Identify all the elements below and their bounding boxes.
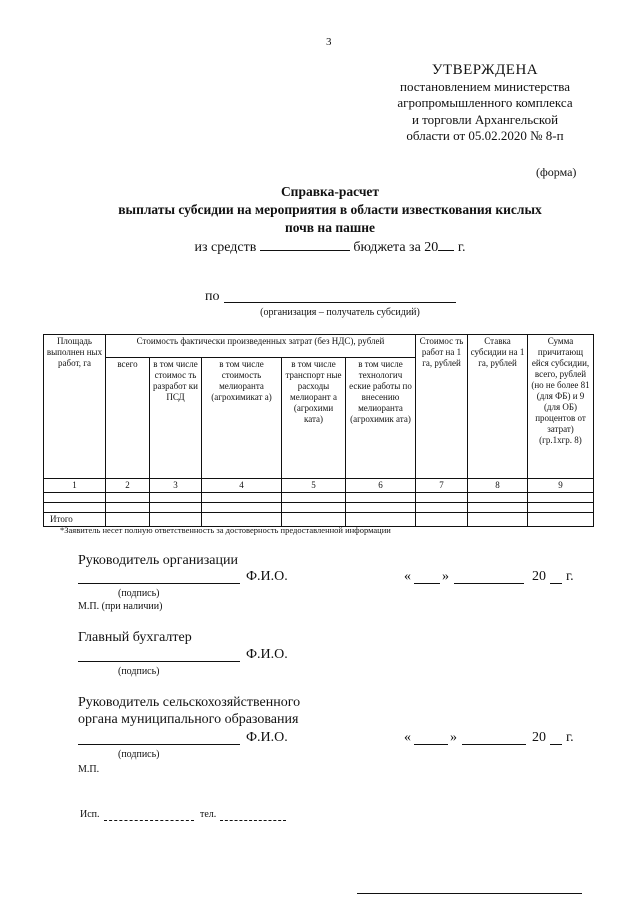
footer-rule xyxy=(357,893,582,894)
sig1-day-blank[interactable] xyxy=(414,583,440,584)
header-tech-works: в том числе технологич еские работы по внесению мелиоранта (агрохимик ата) xyxy=(346,358,416,479)
sig3-year-suffix: г. xyxy=(566,730,574,745)
column-number: 5 xyxy=(282,479,346,493)
header-cost-group: Стоимость фактически произведенных затрат (без НДС), рублей xyxy=(106,335,416,358)
approval-heading: УТВЕРЖДЕНА xyxy=(431,62,539,78)
budget-source-blank[interactable] xyxy=(260,238,350,251)
sig3-month-blank[interactable] xyxy=(462,744,526,745)
sig2-fio: Ф.И.О. xyxy=(246,647,288,662)
sig1-fio: Ф.И.О. xyxy=(246,569,288,584)
sig3-fio: Ф.И.О. xyxy=(246,730,288,745)
total-label: Итого xyxy=(44,513,106,527)
table-row[interactable] xyxy=(44,503,594,513)
sig3-title-line: Руководитель сельскохозяйственного xyxy=(78,695,301,710)
document-title xyxy=(60,183,600,237)
sig3-title-line: органа муниципального образования xyxy=(78,712,299,727)
header-meliorant: в том числе стоимость мелиоранта (агрохимикат а) xyxy=(202,358,282,479)
phone-blank[interactable] xyxy=(220,820,286,821)
funds-middle: бюджета за 20 xyxy=(353,240,439,255)
table-row[interactable] xyxy=(44,493,594,503)
header-subsidy-sum: Сумма причитающ ейся субсидии, всего, рублей (но не более 81 (для ФБ) и 9 (для ОБ) процентов от затрат) (гр.1хгр. 8) xyxy=(528,335,594,479)
column-number: 1 xyxy=(44,479,106,493)
form-label: (форма) xyxy=(536,165,577,179)
title-line: почв на пашне xyxy=(284,220,376,235)
column-number: 4 xyxy=(202,479,282,493)
approval-stamp xyxy=(360,62,610,145)
sig1-signature-line[interactable] xyxy=(78,583,240,584)
responsibility-note: *Заявитель несет полную ответственность за достоверность предоставленной информации xyxy=(60,525,391,535)
sig3-signature-line[interactable] xyxy=(78,744,240,745)
recipient-caption: (организация – получатель субсидий) xyxy=(260,307,420,318)
sig3-day-blank[interactable] xyxy=(414,744,448,745)
recipient-blank[interactable] xyxy=(224,302,456,303)
column-number: 8 xyxy=(468,479,528,493)
sig3-year: 20 xyxy=(532,730,546,745)
sig3-stamp-place: М.П. xyxy=(78,764,100,775)
column-number: 6 xyxy=(346,479,416,493)
title-line: Справка-расчет xyxy=(280,184,380,199)
header-cost-per-ha: Стоимос ть работ на 1 га, рублей xyxy=(416,335,468,479)
sig2-caption: (подпись) xyxy=(118,666,160,677)
header-psd: в том числе стоимос ть разработ ки ПСД xyxy=(150,358,202,479)
funds-prefix: из средств xyxy=(194,240,257,255)
phone-label: тел. xyxy=(200,809,217,820)
column-number: 3 xyxy=(150,479,202,493)
executor-blank[interactable] xyxy=(104,820,194,821)
recipient-prefix: по xyxy=(205,289,220,304)
column-number: 2 xyxy=(106,479,150,493)
sig2-title: Главный бухгалтер xyxy=(78,630,192,645)
sig1-year: 20 xyxy=(532,569,546,584)
sig2-signature-line[interactable] xyxy=(78,661,240,662)
year-blank[interactable] xyxy=(438,238,454,251)
table-header-row xyxy=(44,335,594,358)
approval-line: области от 05.02.2020 № 8-п xyxy=(406,128,564,143)
sig3-date-close: » xyxy=(450,730,457,745)
sig1-title: Руководитель организации xyxy=(78,553,238,568)
sig3-year-blank[interactable] xyxy=(550,744,562,745)
sig1-caption: (подпись) xyxy=(118,588,160,599)
page-number: 3 xyxy=(326,36,332,48)
title-line: выплаты субсидии на мероприятия в области известкования кислых xyxy=(118,202,542,217)
sig1-date-open: « xyxy=(404,569,411,584)
header-rate-per-ha: Ставка субсидии на 1 га, рублей xyxy=(468,335,528,479)
funds-line xyxy=(60,238,600,256)
sig1-year-suffix: г. xyxy=(566,569,574,584)
sig1-month-blank[interactable] xyxy=(454,583,524,584)
calculation-table xyxy=(43,334,594,527)
approval-line: постановлением министерства xyxy=(399,78,570,94)
executor-label: Исп. xyxy=(80,809,100,820)
header-area: Площадь выполнен ных работ, га xyxy=(44,335,106,479)
sig1-stamp-place: М.П. (при наличии) xyxy=(78,601,163,612)
column-number-row xyxy=(44,479,594,493)
sig3-caption: (подпись) xyxy=(118,749,160,760)
column-number: 9 xyxy=(528,479,594,493)
column-number: 7 xyxy=(416,479,468,493)
approval-line: агропромышленного комплекса xyxy=(397,95,573,110)
sig3-date-open: « xyxy=(404,730,411,745)
funds-suffix: г. xyxy=(457,240,466,255)
approval-line: и торговли Архангельской xyxy=(411,111,559,127)
sig1-date-close: » xyxy=(442,569,449,584)
header-total: всего xyxy=(106,358,150,479)
header-transport: в том числе транспорт ные расходы мелиорант а (агрохими ката) xyxy=(282,358,346,479)
sig1-year-blank[interactable] xyxy=(550,583,562,584)
